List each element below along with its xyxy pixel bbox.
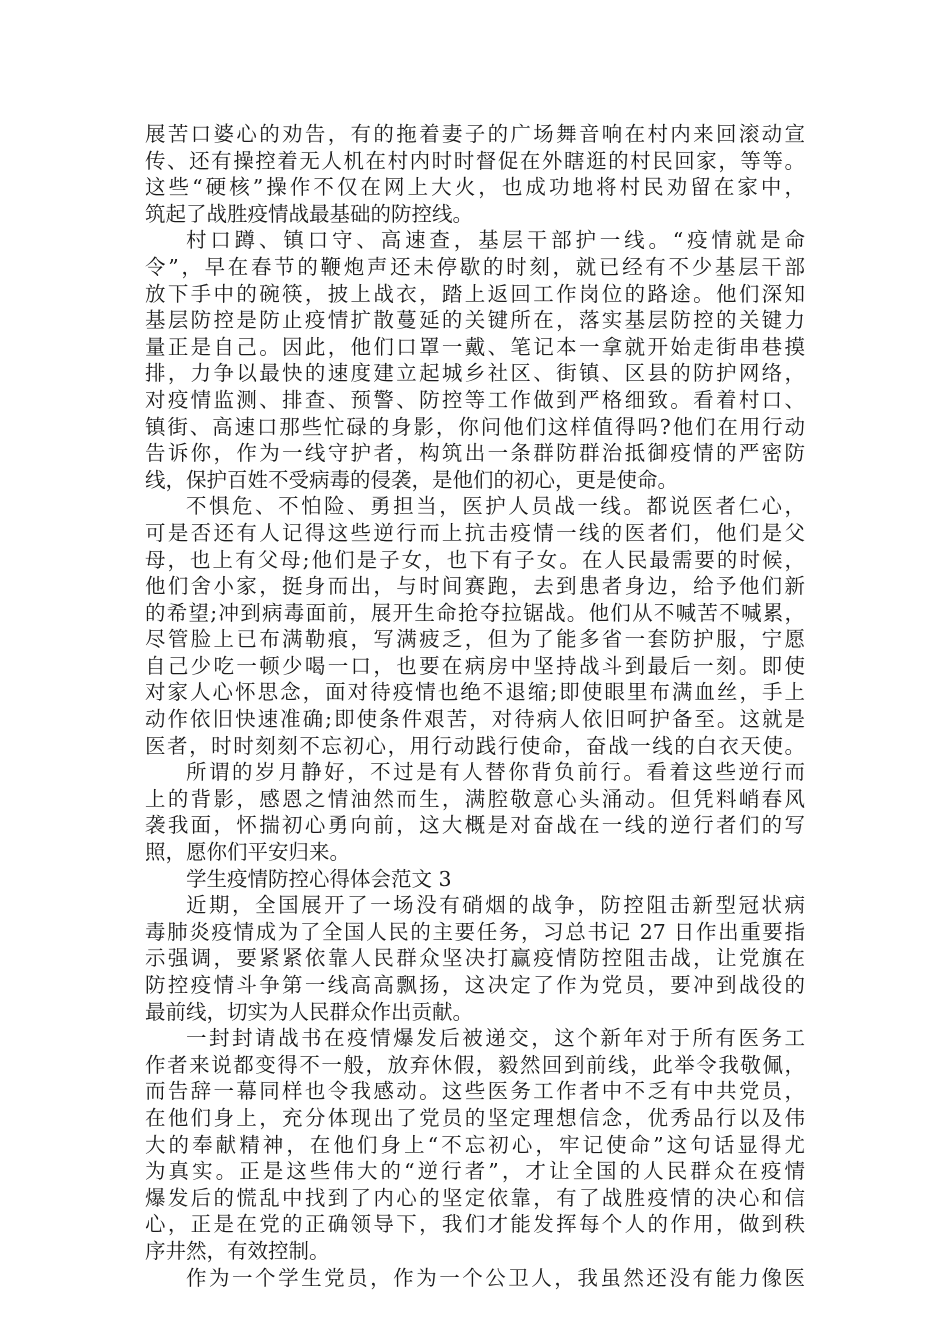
text-line: 照，愿你们平安归来。 xyxy=(145,840,350,865)
document-body xyxy=(145,121,805,1291)
text-line: 线，保护百姓不受病毒的侵袭，是他们的初心，更是使命。 xyxy=(145,467,678,492)
text-line: 而告辞一幕同样也令我感动。这些医务工作者中不乏有中共党员， xyxy=(145,1079,805,1104)
text-line: 量正是自己。因此，他们口罩一戴、笔记本一拿就开始走街串巷摸 xyxy=(145,334,805,359)
text-line: 对疫情监测、排查、预警、防控等工作做到严格细致。看着村口、 xyxy=(145,387,805,412)
text-line: 母，也上有父母;他们是子女，也下有子女。在人民最需要的时候， xyxy=(145,547,805,572)
text-line: 令”，早在春节的鞭炮声还未停歇的时刻，就已经有不少基层干部 xyxy=(145,254,805,279)
text-line: 基层防控是防止疫情扩散蔓延的关键所在，落实基层防控的关键力 xyxy=(145,308,805,333)
text-line: 动作依旧快速准确;即使条件艰苦，对待病人依旧呵护备至。这就是 xyxy=(145,707,805,732)
text-line: 学生疫情防控心得体会范文 3 xyxy=(186,866,452,891)
text-line: 他们舍小家，挺身而出，与时间赛跑，去到患者身边，给予他们新 xyxy=(145,574,805,599)
text-line: 毒肺炎疫情成为了全国人民的主要任务，习总书记 27 日作出重要指 xyxy=(145,919,805,944)
text-line: 近期，全国展开了一场没有硝烟的战争，防控阻击新型冠状病 xyxy=(186,893,805,918)
text-line: 这些“硬核”操作不仅在网上大火，也成功地将村民劝留在家中， xyxy=(145,175,805,200)
text-line: 上的背影，感恩之情油然而生，满腔敬意心头涌动。但凭料峭春风 xyxy=(145,786,805,811)
text-line: 对家人心怀思念，面对待疫情也绝不退缩;即使眼里布满血丝，手上 xyxy=(145,680,805,705)
text-line: 作者来说都变得不一般，放弃休假，毅然回到前线，此举令我敬佩， xyxy=(145,1052,805,1077)
text-line: 一封封请战书在疫情爆发后被递交，这个新年对于所有医务工 xyxy=(186,1026,805,1051)
text-line: 防控疫情斗争第一线高高飘扬，这决定了作为党员，要冲到战役的 xyxy=(145,973,805,997)
text-line: 为真实。正是这些伟大的“逆行者”，才让全国的人民群众在疫情 xyxy=(145,1159,805,1184)
text-line: 筑起了战胜疫情战最基础的防控线。 xyxy=(145,201,473,226)
text-line: 展苦口婆心的劝告，有的拖着妻子的广场舞音响在村内来回滚动宣 xyxy=(145,122,805,146)
text-line: 传、还有操控着无人机在村内时时督促在外瞎逛的村民回家，等等。 xyxy=(145,148,805,173)
text-line: 尽管脸上已布满勒痕，写满疲乏，但为了能多省一套防护服，宁愿 xyxy=(145,627,805,652)
text-line: 放下手中的碗筷，披上战衣，踏上返回工作岗位的路途。他们深知 xyxy=(145,281,805,306)
text-line: 大的奉献精神，在他们身上“不忘初心，牢记使命”这句话显得尤 xyxy=(145,1132,805,1157)
text-line: 排，力争以最快的速度建立起城乡社区、街镇、区县的防护网络， xyxy=(145,361,805,386)
text-line: 可是否还有人记得这些逆行而上抗击疫情一线的医者们，他们是父 xyxy=(145,520,805,545)
text-line: 所谓的岁月静好，不过是有人替你背负前行。看着这些逆行而 xyxy=(186,760,805,785)
text-line: 袭我面，怀揣初心勇向前，这大概是对奋战在一线的逆行者们的写 xyxy=(145,813,805,838)
text-line: 告诉你，作为一线守护者，构筑出一条群防群治抵御疫情的严密防 xyxy=(145,441,805,466)
text-line: 作为一个学生党员，作为一个公卫人，我虽然还没有能力像医 xyxy=(186,1265,805,1290)
text-line: 不惧危、不怕险、勇担当，医护人员战一线。都说医者仁心， xyxy=(186,494,805,519)
text-line: 医者，时时刻刻不忘初心，用行动践行使命，奋战一线的白衣天使。 xyxy=(145,733,805,758)
text-line: 序井然，有效控制。 xyxy=(145,1238,330,1263)
text-line: 村口蹲、镇口守、高速查，基层干部护一线。“疫情就是命 xyxy=(186,228,805,253)
text-line: 在他们身上，充分体现出了党员的坚定理想信念，优秀品行以及伟 xyxy=(145,1105,805,1130)
text-line: 的希望;冲到病毒面前，展开生命抢夺拉锯战。他们从不喊苦不喊累， xyxy=(145,600,805,625)
text-line: 爆发后的慌乱中找到了内心的坚定依靠，有了战胜疫情的决心和信 xyxy=(145,1185,805,1210)
text-line: 最前线，切实为人民群众作出贡献。 xyxy=(145,999,473,1024)
text-line: 镇街、高速口那些忙碌的身影，你问他们这样值得吗?他们在用行动 xyxy=(145,414,805,439)
text-line: 心，正是在党的正确领导下，我们才能发挥每个人的作用，做到秩 xyxy=(145,1212,805,1237)
text-line: 自己少吃一顿少喝一口，也要在病房中坚持战斗到最后一刻。即使 xyxy=(145,653,805,678)
text-line: 示强调，要紧紧依靠人民群众坚决打赢疫情防控阻击战，让党旗在 xyxy=(145,946,805,971)
